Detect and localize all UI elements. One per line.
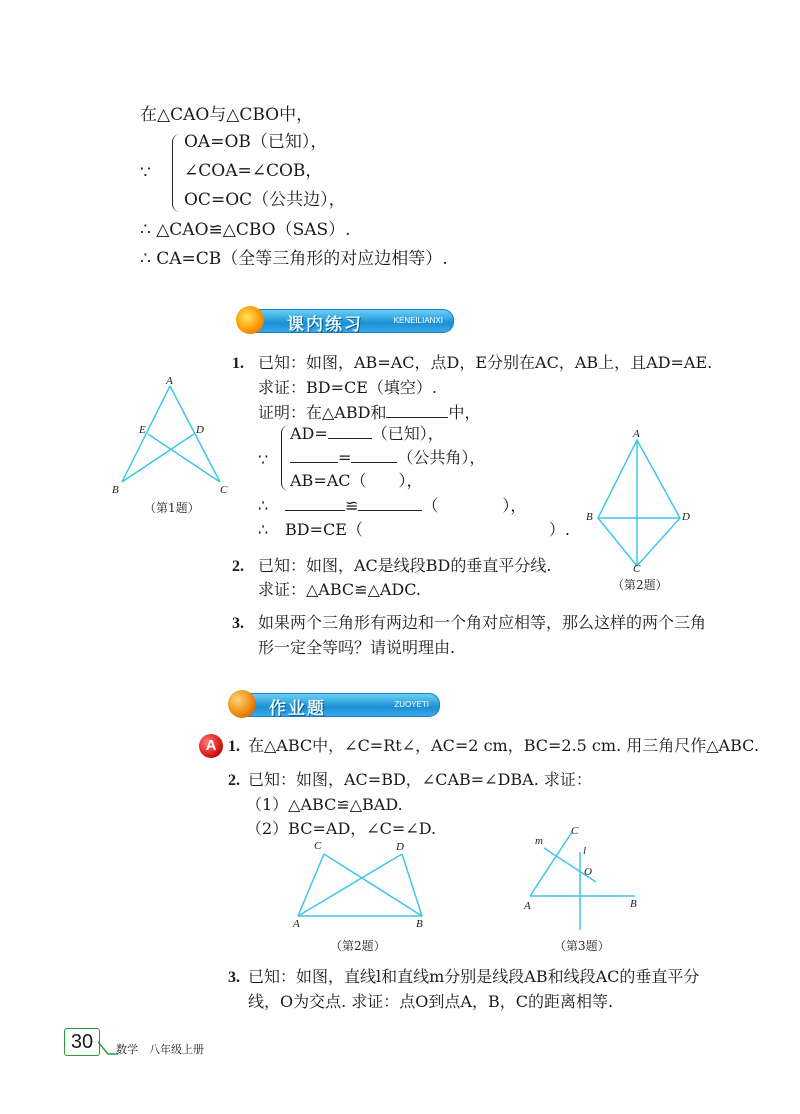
ex3-text-2: 形一定全等吗？请说明理由. xyxy=(258,638,456,657)
fig4-label-b: B xyxy=(630,898,637,910)
fig2-label-c: C xyxy=(633,563,641,575)
hw2-number: 2. xyxy=(228,772,240,789)
hw2-sub-1: （1）△ABC≌△BAD. xyxy=(246,795,403,814)
proof-line-6: ∴ CA=CB（全等三角形的对应边相等）. xyxy=(140,249,448,269)
fig3-label-c: C xyxy=(314,840,322,852)
fig1-caption: （第1题） xyxy=(144,501,200,515)
ex1-number: 1. xyxy=(232,355,244,372)
fig4-label-m: m xyxy=(535,835,543,847)
fig2-quadrilateral xyxy=(598,440,680,566)
fig3-segment-ad xyxy=(298,854,402,916)
proof-brace xyxy=(172,134,181,212)
book-title: 数学 八年级上册 xyxy=(116,1043,204,1056)
hw2-text: 已知：如图，AC=BD，∠CAB=∠DBA. 求证： xyxy=(248,770,592,789)
fig1-side-ab xyxy=(122,386,170,482)
fig1-label-c: C xyxy=(220,484,228,496)
hw3-number: 3. xyxy=(228,969,240,986)
fig3-segment-bc xyxy=(324,854,422,916)
fig4-label-c: C xyxy=(571,825,579,837)
ex1-brace-line-2: = （公共角）， xyxy=(290,447,485,469)
blank[interactable] xyxy=(386,403,448,418)
fig3-caption: （第2题） xyxy=(330,939,386,953)
because-symbol: ∵ xyxy=(140,163,151,183)
proof-line-1: 在△CAO与△CBO中， xyxy=(140,105,314,125)
ex1-congruence-line: ≌ （ ）， xyxy=(285,495,526,517)
ex1-proof-line-1: 证明：在△ABD和 中， xyxy=(258,403,481,422)
ex3-text: 如果两个三角形有两边和一个角对应相等，那么这样的两个三角 xyxy=(258,613,707,632)
fig3-label-d: D xyxy=(396,841,404,853)
proof-brace-line-1: OA=OB（已知）， xyxy=(184,132,328,152)
ex2-number: 2. xyxy=(232,558,244,575)
fig1-label-a: A xyxy=(166,375,173,387)
homework-banner-title: 作业题 xyxy=(269,699,326,719)
blank[interactable] xyxy=(328,424,372,439)
ex1-text: 已知：如图，AB=AC，点D，E分别在AC，AB上，且AD=AE. xyxy=(258,353,713,372)
hw3-text: 已知：如图，直线l和直线m分别是线段AB和线段AC的垂直平分 xyxy=(248,967,700,986)
orange-ball-icon xyxy=(228,690,256,718)
ex1-conclusion-line: BD=CE（ ）. xyxy=(285,520,571,539)
fig4-caption: （第3题） xyxy=(554,939,610,953)
page-tab-decoration xyxy=(98,1040,118,1056)
exercise-banner-subtitle: KENEILIANXI xyxy=(393,316,443,325)
level-a-badge-icon: A xyxy=(199,734,223,758)
fig4-label-l: l xyxy=(583,845,587,857)
ex1-requirement: 求证：BD=CE（填空）. xyxy=(258,378,438,397)
fig3-label-a: A xyxy=(293,918,300,930)
figure-1 xyxy=(110,372,240,502)
exercise-banner-title: 课内练习 xyxy=(287,315,363,335)
homework-banner-subtitle: ZUOYETI xyxy=(394,700,429,709)
fig3-label-b: B xyxy=(416,918,423,930)
figure-2 xyxy=(590,430,700,580)
fig1-label-d: D xyxy=(196,424,204,436)
fig4-label-a: A xyxy=(524,900,531,912)
proof-brace-line-3: OC=OC（公共边）， xyxy=(184,190,346,210)
homework-banner xyxy=(238,693,440,717)
proof-brace-line-2: ∠COA=∠COB， xyxy=(184,161,323,181)
proof-line-5: ∴ △CAO≌△CBO（SAS）. xyxy=(140,220,351,240)
ex2-requirement: 求证：△ABC≌△ADC. xyxy=(258,580,422,599)
fig2-caption: （第2题） xyxy=(612,578,668,592)
ex1-brace-line-1: AD= （已知）， xyxy=(290,424,444,443)
fig3-side-bd xyxy=(402,854,422,916)
blank[interactable] xyxy=(285,496,345,511)
blank[interactable] xyxy=(290,448,338,463)
fig2-label-d: D xyxy=(682,511,690,523)
fig2-label-b: B xyxy=(586,511,593,523)
page-number: 30 xyxy=(64,1028,100,1056)
ex1-therefore-2: ∴ xyxy=(258,520,269,539)
fig4-label-o: O xyxy=(584,866,592,878)
fig2-label-a: A xyxy=(633,428,640,440)
ex3-number: 3. xyxy=(232,615,244,632)
blank[interactable] xyxy=(351,448,397,463)
hw3-text-2: 线，O为交点. 求证：点O到点A，B，C的距离相等. xyxy=(248,992,614,1011)
ex1-therefore-1: ∴ xyxy=(258,496,269,515)
sun-icon xyxy=(236,306,264,334)
ex1-brace xyxy=(281,425,290,491)
fig1-label-b: B xyxy=(112,484,119,496)
ex1-brace-line-3: AB=AC（ ）， xyxy=(290,471,423,490)
blank[interactable] xyxy=(358,496,422,511)
ex2-text: 已知：如图，AC是线段BD的垂直平分线. xyxy=(258,556,552,575)
hw2-sub-2: （2）BC=AD，∠C=∠D. xyxy=(246,819,437,838)
exercise-banner xyxy=(240,309,454,333)
fig3-side-ac xyxy=(298,854,324,916)
fig1-label-e: E xyxy=(139,424,146,436)
fig1-side-ac xyxy=(170,386,220,482)
hw1-text: 在△ABC中，∠C=Rt∠，AC=2 cm，BC=2.5 cm. 用三角尺作△ABC. xyxy=(248,736,759,755)
hw1-number: 1. xyxy=(228,738,240,755)
ex1-because: ∵ xyxy=(258,450,269,469)
